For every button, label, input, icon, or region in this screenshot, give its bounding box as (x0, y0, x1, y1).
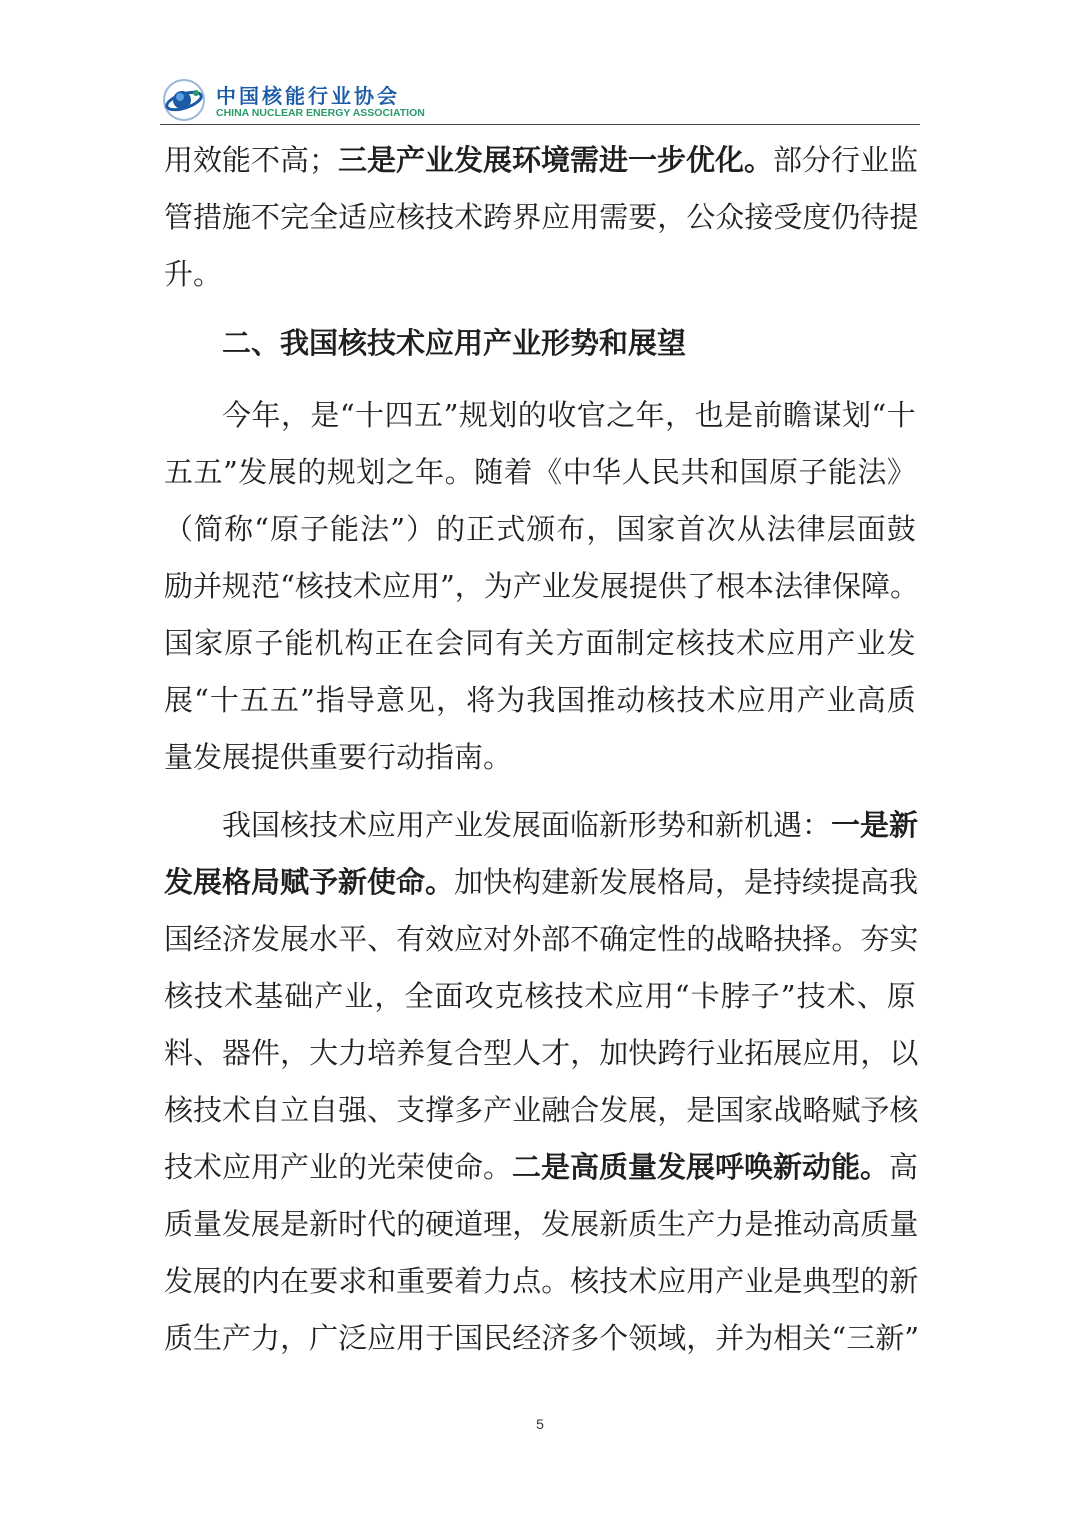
section-heading: 二、我国核技术应用产业形势和展望 (222, 326, 687, 360)
text-segment: 用效能不高； (164, 143, 339, 177)
text-line: 国 经 济 发 展 水 平 、 有 效 应 对 外 部 不 确 定 性 的 战 略 抉 择 。 夯 实 (164, 922, 919, 956)
text-line: 五 五 ” 发 展 的 规 划 之 年 。 随 着 《 中 华 人 民 共 和 国 原 子 能 法 》 (164, 455, 916, 489)
text-line: 量发展提供重要行动指南。 (164, 740, 513, 774)
text-line: 升。 (164, 257, 223, 291)
document-header (160, 70, 920, 124)
page-number: 5 (536, 1416, 544, 1432)
text-line: 今 年 ， 是 “ 十 四 五 ” 规 划 的 收 官 之 年 ， 也 是 前 瞻 谋 划 “ 十 (222, 398, 916, 432)
text-line: 核 技 术 自 立 自 强 、 支 撑 多 产 业 融 合 发 展 ， 是 国 家 战 略 赋 予 核 (164, 1093, 919, 1127)
text-line (164, 1139, 919, 1196)
text-line (164, 854, 919, 911)
text-line: 展 “ 十 五 五 ” 指 导 意 见 ， 将 为 我 国 推 动 核 技 术 应 用 产 业 高 质 (164, 683, 916, 717)
bold-text-segment: 发展格局赋予新使命。 (164, 865, 455, 899)
text-line: 管 措 施 不 完 全 适 应 核 技 术 跨 界 应 用 需 要 ， 公 众 接 受 度 仍 待 提 (164, 200, 919, 234)
bold-text-segment: 一是新 (831, 808, 919, 842)
text-line: 励 并 规 范 “ 核 技 术 应 用 ” ， 为 产 业 发 展 提 供 了 根 本 法 律 保 障 。 (164, 569, 920, 603)
org-name-cn: 中国核能行业协会 (216, 84, 400, 108)
text-segment: 高 (889, 1150, 919, 1184)
paragraph-1 (164, 132, 919, 303)
text-segment: 技术应用产业的光荣使命。 (164, 1150, 513, 1184)
org-name-en: CHINA NUCLEAR ENERGY ASSOCIATION (216, 107, 425, 119)
text-line: （ 简 称 “ 原 子 能 法 ” ） 的 正 式 颁 布 ， 国 家 首 次 从 法 律 层 面 鼓 (164, 512, 916, 546)
paragraph-3 (164, 797, 920, 1367)
bold-text-segment: 三是产业发展环境需进一步优化。 (338, 143, 774, 177)
text-line: 料 、 器 件 ， 大 力 培 养 复 合 型 人 才 ， 加 快 跨 行 业 拓 展 应 用 ， 以 (164, 1036, 919, 1070)
text-line (164, 797, 919, 854)
text-line: 发 展 的 内 在 要 求 和 重 要 着 力 点 。 核 技 术 应 用 产 业 是 典 型 的 新 (164, 1264, 919, 1298)
bold-text-segment: 二是高质量发展呼唤新动能。 (512, 1150, 890, 1184)
text-segment: 部分行业监 (773, 143, 919, 177)
text-line: 核 技 术 基 础 产 业 ， 全 面 攻 克 核 技 术 应 用 “ 卡 脖 子 ” 技 术 、 原 (164, 979, 916, 1013)
text-segment: 加快构建新发展格局，是持续提高我 (454, 865, 919, 899)
text-line (164, 132, 919, 189)
text-line: 质 量 发 展 是 新 时 代 的 硬 道 理 ， 发 展 新 质 生 产 力 是 推 动 高 质 量 (164, 1207, 919, 1241)
text-line: 国 家 原 子 能 机 构 正 在 会 同 有 关 方 面 制 定 核 技 术 应 用 产 业 发 (164, 626, 916, 660)
text-line: 质 生 产 力 ， 广 泛 应 用 于 国 民 经 济 多 个 领 域 ， 并 为 相 关 “ 三 新 ” (164, 1321, 920, 1355)
header-divider (160, 124, 920, 125)
paragraph-2 (164, 387, 920, 786)
text-segment: 我国核技术应用产业发展面临新形势和新机遇： (222, 808, 832, 842)
association-globe-logo-icon (160, 76, 208, 124)
